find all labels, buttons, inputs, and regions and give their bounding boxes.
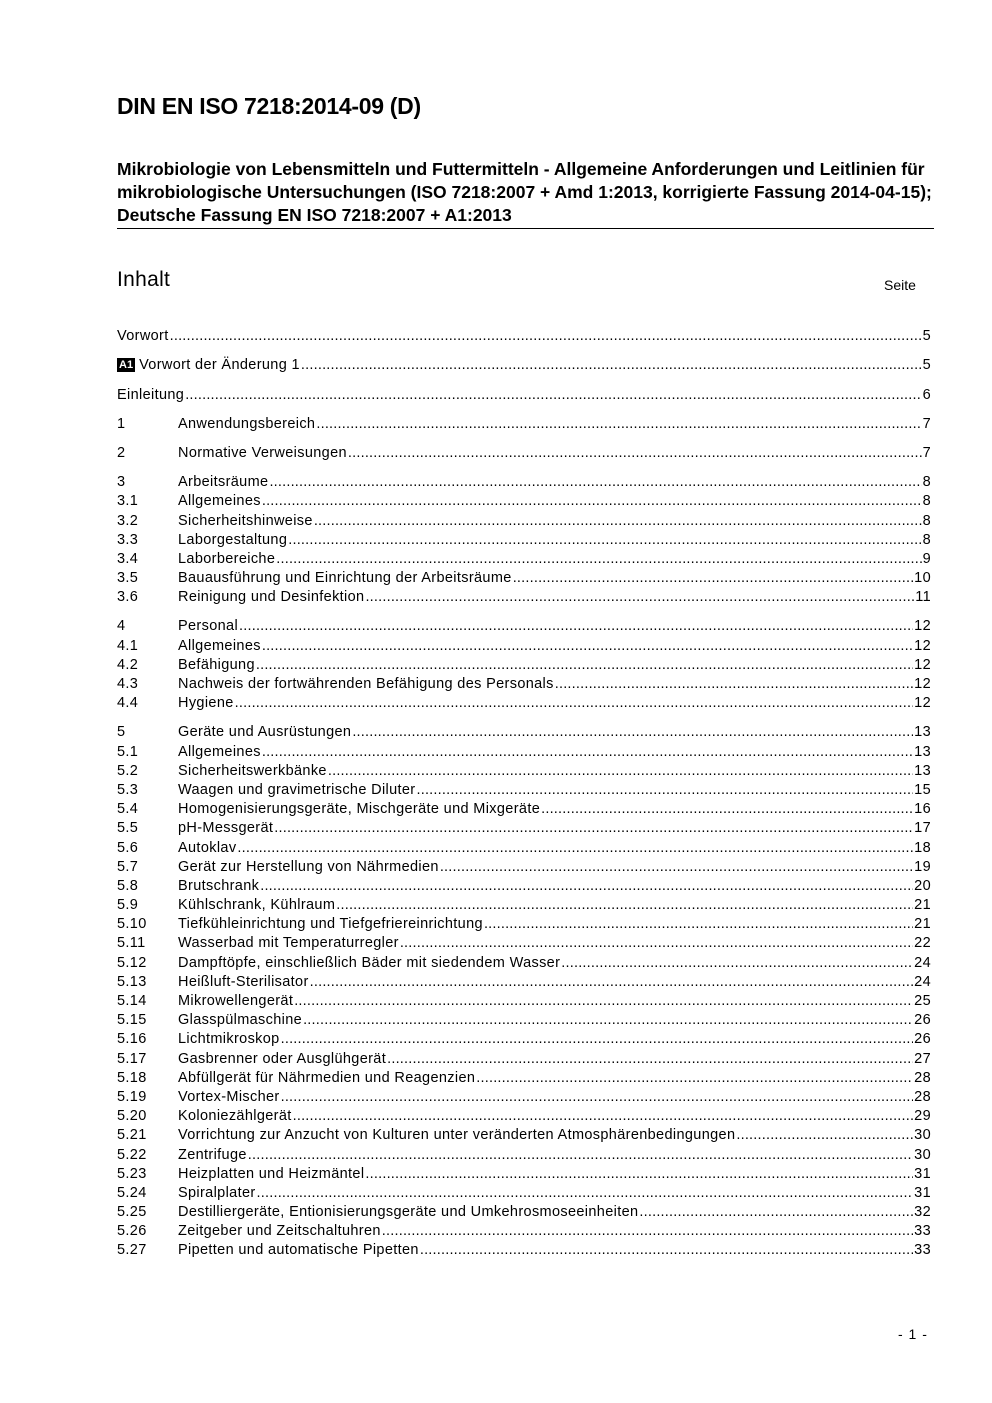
toc-entry-number: 3.5	[117, 570, 139, 587]
toc-entry-label: Befähigung	[178, 656, 255, 673]
toc-entry[interactable]	[117, 384, 931, 403]
toc-entry[interactable]	[117, 414, 931, 433]
toc-entry-number: 5.10	[117, 916, 147, 933]
toc-entry-label: Bauausführung und Einrichtung der Arbeitsräume	[178, 570, 512, 587]
toc-entry-page: 33	[914, 1242, 931, 1259]
toc-entry-page: 29	[914, 1108, 931, 1125]
toc-entry-label: Nachweis der fortwährenden Befähigung des Personals	[178, 676, 554, 692]
toc-entry-page: 19	[914, 858, 931, 875]
toc-entry[interactable]	[117, 674, 931, 693]
toc-entry-label: Vorwort der Änderung 1	[139, 357, 300, 374]
toc-entry-number: 1	[117, 415, 126, 432]
toc-entry[interactable]	[117, 1164, 931, 1183]
toc-dot-leader	[293, 1108, 914, 1125]
toc-entry-page: 30	[914, 1146, 931, 1163]
toc-entry-page: 12	[914, 695, 931, 712]
toc-entry[interactable]	[117, 722, 931, 741]
toc-entry-label: Glasspülmaschine	[178, 1012, 303, 1029]
toc-entry-page: 24	[914, 954, 931, 971]
toc-entry-number: 4.4	[117, 695, 139, 712]
toc-entry-label: Abfüllgerät für Nährmedien und Reagenzien	[178, 1069, 476, 1086]
toc-entry[interactable]	[117, 799, 931, 818]
toc-entry-label: Zentrifuge	[178, 1146, 247, 1163]
toc-dot-leader	[314, 513, 922, 530]
toc-entry[interactable]	[117, 761, 931, 780]
toc-entry-number: 4.1	[117, 637, 139, 654]
toc-entry-page: 12	[914, 618, 931, 635]
toc-dot-leader	[336, 897, 913, 914]
toc-entry-page: 8	[922, 474, 931, 491]
toc-dot-leader	[274, 820, 913, 837]
toc-entry-number: 5.9	[117, 897, 139, 914]
toc-entry-number: 5.22	[117, 1146, 147, 1163]
toc-dot-leader	[365, 589, 914, 606]
toc-entry[interactable]	[117, 587, 931, 606]
toc-entry-label: Dampftöpfe, einschließlich Bäder mit siedendem Wasser	[178, 954, 561, 971]
toc-dot-leader	[736, 1127, 913, 1144]
toc-entry-label: Destilliergeräte, Entionisierungsgeräte und Umkehrosmoseeinheiten	[178, 1204, 639, 1221]
toc-entry-label: Allgemeines	[178, 743, 261, 760]
toc-entry-label: pH-Messgerät	[178, 820, 274, 837]
toc-dot-leader	[262, 638, 913, 655]
toc-entry-number: 5.7	[117, 858, 139, 875]
toc-entry-number: 5.26	[117, 1223, 147, 1240]
toc-entry-label: Allgemeines	[178, 637, 261, 654]
toc-entry-page: 7	[922, 415, 931, 432]
toc-entry-number: 5.2	[117, 762, 139, 779]
toc-entry-label: Spiralplater	[178, 1184, 256, 1201]
toc-entry-number: 5.1	[117, 743, 139, 760]
toc-entry-label: Waagen und gravimetrische Diluter	[178, 781, 416, 798]
toc-entry-number: 4.3	[117, 676, 139, 692]
toc-entry-number: 5.14	[117, 993, 147, 1009]
toc-entry-number: 5.3	[117, 781, 139, 798]
toc-entry[interactable]	[117, 952, 931, 971]
toc-dot-leader	[420, 1242, 913, 1259]
toc-entry-page: 8	[922, 493, 931, 510]
toc-dot-leader	[310, 974, 914, 991]
toc-entry[interactable]	[117, 693, 931, 712]
toc-dot-leader	[262, 744, 913, 761]
toc-entry-label: Arbeitsräume	[178, 474, 269, 491]
toc-entry-label: Koloniezählgerät	[178, 1108, 292, 1125]
toc-entry-number: 5.16	[117, 1031, 147, 1048]
toc-dot-leader	[352, 724, 913, 741]
toc-entry-page: 31	[914, 1165, 931, 1182]
toc-entry-number: 2	[117, 444, 126, 461]
toc-entry-page: 20	[914, 877, 931, 894]
toc-entry-label: Einleitung	[117, 386, 185, 403]
toc-entry-number: 3.2	[117, 512, 139, 529]
divider	[117, 228, 934, 229]
toc-entry-page: 13	[914, 762, 931, 779]
toc-entry[interactable]	[117, 857, 931, 876]
toc-dot-leader	[639, 1204, 913, 1221]
toc-entry-label: Heißluft-Sterilisator	[178, 973, 309, 990]
toc-dot-leader	[400, 935, 913, 952]
toc-entry-number: 5.17	[117, 1050, 147, 1067]
toc-entry-label: Hygiene	[178, 695, 234, 712]
toc-entry[interactable]	[117, 1183, 931, 1202]
toc-entry[interactable]	[117, 1106, 931, 1125]
toc-dot-leader	[260, 878, 913, 895]
toc-entry-label: Geräte und Ausrüstungen	[178, 724, 352, 741]
toc-entry-page: 13	[914, 724, 931, 741]
toc-entry-number: 3.4	[117, 550, 139, 567]
toc-entry-page: 12	[914, 676, 931, 692]
toc-entry-label: Normative Verweisungen	[178, 444, 347, 461]
toc-entry-page: 25	[914, 993, 931, 1009]
toc-entry[interactable]	[117, 1202, 931, 1221]
page-number: - 1 -	[898, 1326, 928, 1342]
toc-entry-label: Vorrichtung zur Anzucht von Kulturen unter veränderten Atmosphärenbedingungen	[178, 1127, 736, 1144]
toc-heading: Inhalt	[117, 268, 171, 291]
toc-entry-number: 5.4	[117, 801, 139, 818]
toc-entry[interactable]	[117, 326, 931, 345]
toc-dot-leader	[382, 1223, 913, 1240]
toc-dot-leader	[513, 570, 913, 587]
toc-entry[interactable]	[117, 443, 931, 462]
toc-entry-page: 27	[914, 1050, 931, 1067]
toc-entry[interactable]	[117, 972, 931, 991]
toc-dot-leader	[239, 618, 913, 635]
toc-entry-page: 28	[914, 1088, 931, 1105]
toc-dot-leader	[316, 416, 921, 433]
toc-entry-number: 5.21	[117, 1127, 147, 1144]
toc-dot-leader	[484, 916, 913, 933]
toc-entry[interactable]	[117, 933, 931, 952]
toc-entry-label: Lichtmikroskop	[178, 1031, 280, 1048]
toc-dot-leader	[294, 993, 913, 1010]
toc-entry-page: 12	[914, 656, 931, 673]
toc-dot-leader	[257, 1185, 914, 1202]
toc-dot-leader	[185, 387, 921, 404]
toc-dot-leader	[235, 695, 914, 712]
toc-entry-page: 13	[914, 743, 931, 760]
toc-entry-number: 5.8	[117, 877, 139, 894]
toc-entry-number: 5.12	[117, 954, 147, 971]
toc-dot-leader	[281, 1031, 914, 1048]
toc-dot-leader	[561, 955, 913, 972]
toc-entry[interactable]	[117, 355, 931, 374]
toc-entry-page: 32	[914, 1204, 931, 1221]
toc-entry[interactable]	[117, 1221, 931, 1240]
toc-entry-number: 5.23	[117, 1165, 147, 1182]
toc-entry-number: 5.18	[117, 1069, 147, 1086]
toc-entry[interactable]	[117, 1144, 931, 1163]
toc-entry-page: 21	[914, 916, 931, 933]
toc-entry-number: 3	[117, 474, 126, 491]
toc-entry-page: 5	[922, 328, 931, 345]
table-of-contents	[117, 326, 931, 1259]
toc-entry-page: 6	[922, 386, 931, 403]
toc-entry-page: 7	[922, 444, 931, 461]
document-subtitle: Mikrobiologie von Lebensmitteln und Futtermitteln - Allgemeine Anforderungen und Leitlinien für mikrobiologische Untersuchungen (ISO 7218:2007 + Amd 1:2013, korrigierte Fassung 2014-04-15); Deutsche Fassung EN ISO 7218:2007 + A1:2013	[117, 159, 932, 225]
toc-entry-label: Gasbrenner oder Ausglühgerät	[178, 1050, 387, 1067]
toc-entry[interactable]	[117, 780, 931, 799]
toc-entry-number: 5.13	[117, 973, 147, 990]
toc-entry-number: 5.20	[117, 1108, 147, 1125]
toc-dot-leader	[170, 328, 922, 345]
toc-entry-number: 5.5	[117, 820, 139, 837]
toc-entry-number: 5.6	[117, 839, 139, 856]
toc-entry-number: 3.3	[117, 531, 139, 548]
toc-entry-number: 5.11	[117, 935, 146, 952]
toc-entry-page: 24	[914, 973, 931, 990]
toc-dot-leader	[416, 782, 913, 799]
toc-dot-leader	[262, 493, 922, 510]
toc-entry-page: 28	[914, 1069, 931, 1086]
toc-entry-label: Allgemeines	[178, 493, 261, 510]
toc-entry-label: Vorwort	[117, 328, 169, 345]
toc-entry-label: Brutschrank	[178, 877, 260, 894]
toc-entry[interactable]	[117, 491, 931, 510]
toc-entry-label: Anwendungsbereich	[178, 415, 316, 432]
toc-entry-page: 5	[922, 357, 931, 374]
toc-entry-label: Homogenisierungsgeräte, Mischgeräte und Mixgeräte	[178, 801, 541, 818]
toc-entry-page: 21	[914, 897, 931, 914]
toc-entry-label: Sicherheitshinweise	[178, 512, 313, 529]
toc-entry[interactable]	[117, 655, 931, 674]
toc-entry-number: 5.15	[117, 1012, 147, 1029]
toc-entry[interactable]	[117, 991, 931, 1010]
toc-dot-leader	[269, 474, 921, 491]
toc-entry-page: 31	[914, 1184, 931, 1201]
toc-entry[interactable]	[117, 549, 931, 568]
toc-entry-page: 11	[915, 589, 931, 606]
toc-entry-label: Vortex-Mischer	[178, 1088, 280, 1105]
toc-entry[interactable]	[117, 895, 931, 914]
toc-dot-leader	[555, 676, 913, 693]
toc-dot-leader	[288, 532, 921, 549]
toc-entry[interactable]	[117, 1010, 931, 1029]
toc-entry-number: 3.1	[117, 493, 139, 510]
toc-entry[interactable]	[117, 635, 931, 654]
toc-dot-leader	[348, 445, 922, 462]
toc-entry-label: Sicherheitswerkbänke	[178, 762, 327, 779]
toc-entry-label: Tiefkühleinrichtung und Tiefgefriereinrichtung	[178, 916, 483, 933]
toc-entry-label: Heizplatten und Heizmäntel	[178, 1165, 365, 1182]
toc-entry[interactable]	[117, 818, 931, 837]
toc-entry-page: 18	[914, 839, 931, 856]
toc-entry[interactable]	[117, 616, 931, 635]
toc-entry-number: 4.2	[117, 656, 139, 673]
toc-entry-page: 8	[922, 531, 931, 548]
toc-entry[interactable]	[117, 876, 931, 895]
toc-entry-page: 16	[914, 801, 931, 818]
toc-dot-leader	[387, 1051, 913, 1068]
toc-entry[interactable]	[117, 741, 931, 760]
toc-entry-number: 5.27	[117, 1242, 147, 1259]
page-column-label: Seite	[884, 277, 916, 293]
toc-entry-label: Autoklav	[178, 839, 237, 856]
toc-dot-leader	[328, 763, 913, 780]
toc-entry[interactable]	[117, 510, 931, 529]
toc-entry-page: 9	[922, 550, 931, 567]
toc-dot-leader	[281, 1089, 914, 1106]
toc-entry-number: 5	[117, 724, 126, 741]
toc-dot-leader	[303, 1012, 913, 1029]
toc-entry-label: Laborgestaltung	[178, 531, 288, 548]
toc-entry[interactable]	[117, 530, 931, 549]
toc-entry[interactable]	[117, 1029, 931, 1048]
document-title: DIN EN ISO 7218:2014-09 (D)	[117, 93, 421, 119]
toc-entry-label: Gerät zur Herstellung von Nährmedien	[178, 858, 439, 875]
toc-entry-page: 33	[914, 1223, 931, 1240]
toc-entry-page: 26	[914, 1031, 931, 1048]
toc-entry-label: Zeitgeber und Zeitschaltuhren	[178, 1223, 381, 1240]
toc-entry-label: Reinigung und Desinfektion	[178, 589, 365, 606]
toc-dot-leader	[248, 1147, 913, 1164]
toc-entry[interactable]	[117, 1048, 931, 1067]
toc-entry-label: Wasserbad mit Temperaturregler	[178, 935, 399, 952]
toc-entry-label: Pipetten und automatische Pipetten	[178, 1242, 419, 1259]
toc-entry[interactable]	[117, 1087, 931, 1106]
toc-entry[interactable]	[117, 1068, 931, 1087]
toc-entry[interactable]	[117, 914, 931, 933]
toc-entry-page: 22	[914, 935, 931, 952]
toc-entry-page: 17	[914, 820, 931, 837]
toc-entry-label: Laborbereiche	[178, 550, 276, 567]
toc-entry[interactable]	[117, 472, 931, 491]
toc-entry[interactable]	[117, 837, 931, 856]
toc-entry[interactable]	[117, 1125, 931, 1144]
toc-entry-number: 5.24	[117, 1184, 147, 1201]
toc-entry-page: 30	[914, 1127, 931, 1144]
toc-dot-leader	[541, 801, 913, 818]
toc-entry-page: 26	[914, 1012, 931, 1029]
toc-entry-page: 15	[914, 781, 931, 798]
toc-dot-leader	[256, 657, 913, 674]
toc-dot-leader	[476, 1070, 913, 1087]
toc-entry-number: 5.19	[117, 1088, 147, 1105]
toc-entry-page: 10	[914, 570, 931, 587]
toc-entry-label: Personal	[178, 618, 239, 635]
toc-entry-number: 4	[117, 618, 126, 635]
toc-dot-leader	[440, 859, 913, 876]
toc-entry-page: 12	[914, 637, 931, 654]
toc-dot-leader	[301, 357, 922, 374]
toc-dot-leader	[276, 551, 921, 568]
toc-entry-label: Kühlschrank, Kühlraum	[178, 897, 336, 914]
toc-entry-label: Mikrowellengerät	[178, 993, 294, 1009]
amendment-marker-icon: A1	[119, 359, 134, 372]
toc-dot-leader	[237, 840, 913, 857]
toc-entry[interactable]	[117, 1240, 931, 1259]
toc-entry-number: 5.25	[117, 1204, 147, 1221]
toc-entry-number: 3.6	[117, 589, 139, 606]
toc-entry-page: 8	[922, 512, 931, 529]
toc-entry[interactable]	[117, 568, 931, 587]
toc-dot-leader	[365, 1166, 913, 1183]
